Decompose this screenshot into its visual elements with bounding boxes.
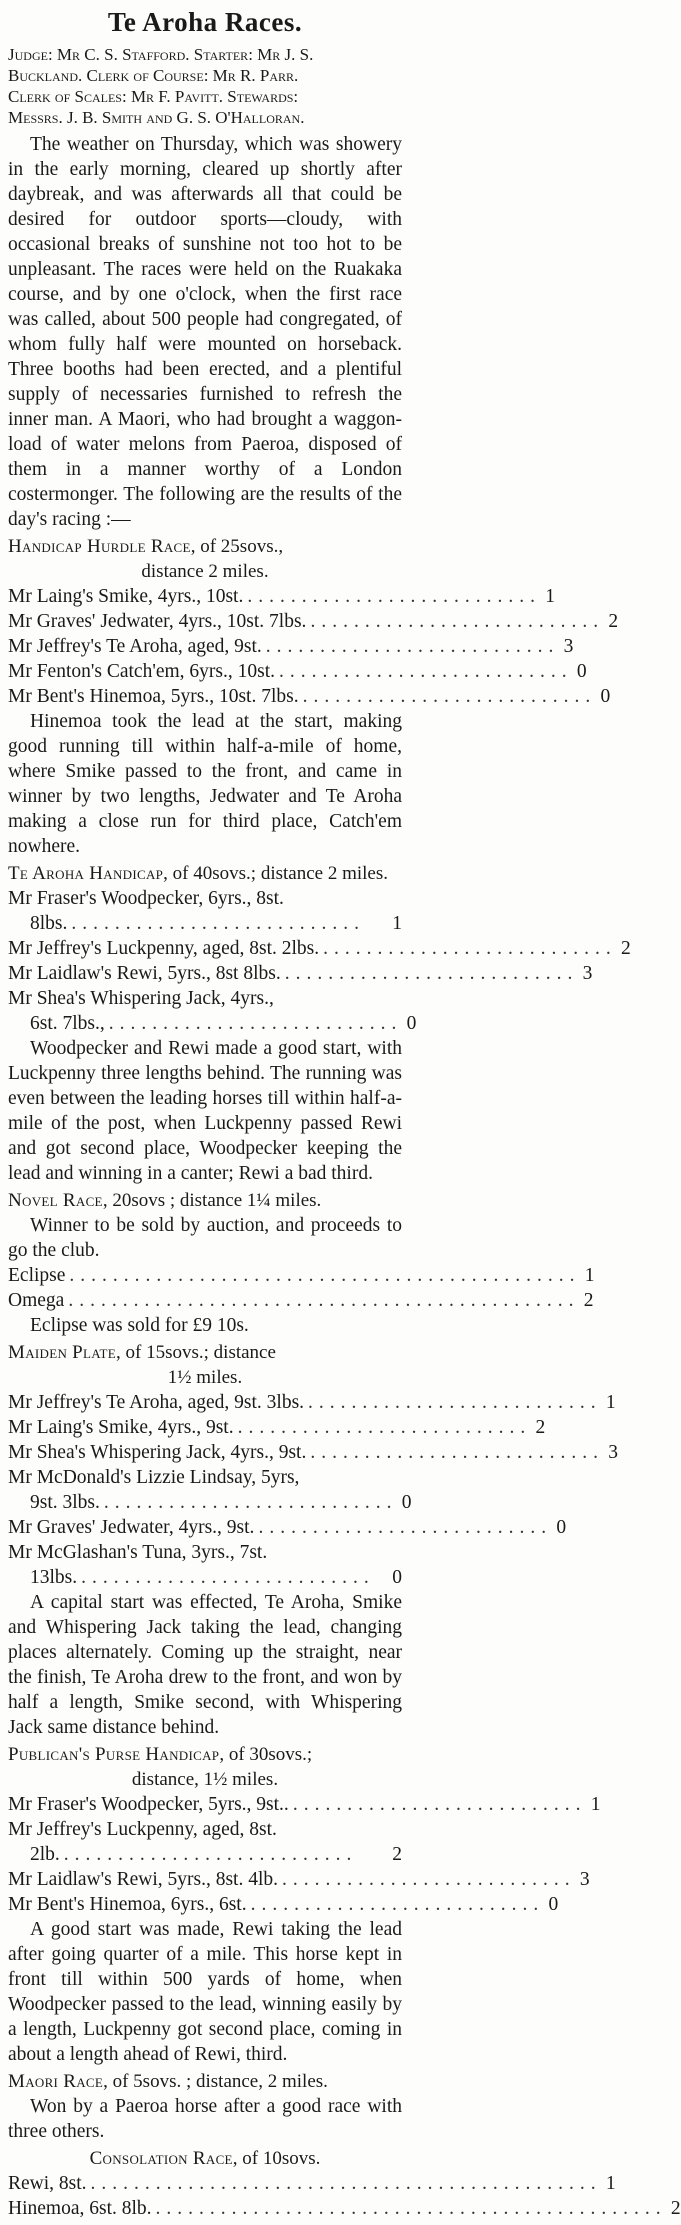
race-name: Maori Race	[8, 2071, 104, 2092]
result-horse: Mr McDonald's Lizzie Lindsay, 5yrs,	[8, 1467, 300, 1488]
result-horse: Mr Jeffrey's Luckpenny, aged, 8st. 2lbs.	[8, 938, 320, 959]
officials-line: Judge: Mr C. S. Stafford. Starter: Mr J. S.	[8, 45, 314, 64]
race-name: Publican's Purse Handicap	[8, 1744, 220, 1765]
officials-line: Messrs. J. B. Smith and G. S. O'Halloran.	[8, 108, 305, 127]
result-horse: Hinemoa, 6st. 8lb.	[8, 2198, 152, 2219]
race-details: , of 15sovs.; distance	[116, 1342, 276, 1363]
result-horse: Mr Graves' Jedwater, 4yrs., 9st.	[8, 1517, 255, 1538]
race-section	[8, 534, 619, 859]
result-row	[8, 659, 587, 684]
leader-dots: ...........................	[302, 686, 597, 707]
result-place: 2	[583, 1290, 594, 1311]
leader-dots: ...........................	[103, 1492, 398, 1513]
result-row	[8, 986, 417, 1036]
race-details: , of 10sovs.	[232, 2148, 321, 2169]
result-row	[8, 1792, 601, 1817]
race-distance: 1½ miles.	[167, 1367, 243, 1388]
result-row	[8, 2196, 681, 2221]
result-horse: Mr Laidlaw's Rewi, 5yrs., 8st. 4lb.	[8, 1869, 278, 1890]
result-horse: Mr Fraser's Woodpecker, 6yrs., 8st.	[8, 888, 284, 909]
result-row	[8, 961, 593, 986]
race-details: , of 30sovs.;	[219, 1744, 313, 1765]
race-report: Hinemoa took the lead at the start, making good running till within half-a-mile of home, where Smike passed to the front, and came in winner by two lengths, Jedwater and Te Aroha making a close run for third place, Catch'em nowhere.	[8, 711, 402, 857]
result-place: 2	[608, 611, 619, 632]
result-horse: Mr McGlashan's Tuna, 3yrs., 7st.	[8, 1542, 268, 1563]
result-row	[8, 584, 555, 609]
result-horse: Rewi, 8st.	[8, 2173, 87, 2194]
race-conditions: Winner to be sold by auction, and proceeds to go the club.	[8, 1215, 402, 1261]
intro-paragraph: The weather on Thursday, which was showery in the early morning, cleared up shortly after daybreak, and was afterwards all that could be desired for outdoor sports—cloudy, with occasional breaks of sunshine not too hot to be unpleasant. The races were held on the Ruakaka course, and by one o'clock, when the first race was called, about 500 people had congregated, of whom fully half were mounted on horseback. Three booths had been erected, and a plentiful supply of necessaries furnished to refresh the inner man. A Maori, who had brought a waggon-load of water melons from Paeroa, disposed of them in a manner worthy of a London costermonger. The following are the results of the day's racing :—	[8, 134, 402, 530]
result-horse: Mr Bent's Hinemoa, 6yrs., 6st.	[8, 1894, 247, 1915]
leader-dots: ...........................	[250, 1894, 545, 1915]
result-horse-cont: 6st. 7lbs.,	[30, 1013, 105, 1034]
leader-dots: ...............................................	[68, 1290, 580, 1311]
result-horse: Mr Laidlaw's Rewi, 5yrs., 8st 8lbs.	[8, 963, 281, 984]
leader-dots: ...........................	[71, 913, 366, 934]
result-horse-cont: 2lb.	[30, 1844, 60, 1865]
result-place: 2	[621, 938, 631, 959]
race-name: Novel Race	[8, 1190, 103, 1211]
result-row	[8, 1515, 567, 1540]
result-horse-cont: 13lbs.	[30, 1567, 78, 1588]
result-place: 3	[582, 963, 593, 984]
race-heading	[8, 1742, 402, 1767]
result-horse: Mr Bent's Hinemoa, 5yrs., 10st. 7lbs.	[8, 686, 299, 707]
result-place: 1	[590, 1794, 601, 1815]
result-horse: Mr Jeffrey's Luckpenny, aged, 8st.	[8, 1819, 277, 1840]
result-place: 1	[584, 1265, 595, 1286]
leader-dots: ...........................	[265, 636, 560, 657]
result-horse: Mr Fenton's Catch'em, 6yrs., 10st.	[8, 661, 276, 682]
race-distance: distance, 1½ miles.	[131, 1769, 279, 1790]
article-title: Te Aroha Races.	[107, 7, 303, 37]
officials-block	[8, 44, 402, 128]
leader-dots: ...........................	[323, 938, 617, 959]
result-place: 2	[670, 2198, 681, 2219]
result-place: 0	[406, 1013, 417, 1034]
race-section	[8, 2146, 681, 2221]
result-row	[8, 1288, 594, 1313]
race-heading	[8, 2146, 402, 2171]
race-heading	[8, 1188, 402, 1213]
race-name: Handicap Hurdle Race	[8, 536, 191, 557]
race-section	[8, 1188, 595, 1338]
leader-dots: ...............................................	[155, 2198, 667, 2219]
race-report: A capital start was effected, Te Aroha, Smike and Whispering Jack taking the lead, changing places alternately. Coming up the straight, near the finish, Te Aroha drew to the front, and won by half a length, Smike second, with Whispering Jack same distance behind.	[8, 1592, 402, 1738]
race-report: Eclipse was sold for £9 10s.	[30, 1315, 249, 1336]
result-row	[8, 1817, 402, 1867]
result-horse-cont: 9st. 3lbs.	[30, 1492, 100, 1513]
race-name: Maiden Plate	[8, 1342, 117, 1363]
race-details: , 20sovs ; distance 1¼ miles.	[102, 1190, 322, 1211]
result-horse: Eclipse	[8, 1265, 66, 1286]
result-row	[8, 684, 611, 709]
result-place: 0	[600, 686, 611, 707]
result-place: 1	[605, 1392, 616, 1413]
result-place: 2	[535, 1417, 546, 1438]
leader-dots: ...............................................	[69, 1265, 581, 1286]
race-details: , of 40sovs.; distance 2 miles.	[163, 863, 388, 884]
race-heading	[8, 1340, 402, 1365]
result-place: 1	[392, 913, 402, 934]
result-row	[8, 2171, 616, 2196]
result-place: 3	[563, 636, 574, 657]
result-row	[8, 1415, 546, 1440]
leader-dots: ...........................	[310, 611, 605, 632]
race-section	[8, 1340, 618, 1740]
race-distance: distance 2 miles.	[141, 561, 269, 582]
leader-dots: ...........................	[310, 1442, 604, 1463]
race-report: Woodpecker and Rewi made a good start, with Luckpenny three lengths behind. The running was even between the leading horses till within half-a-mile of the post, when Luckpenny passed Rewi and got second place, Woodpecker keeping the lead and winning in a canter; Rewi a bad third.	[8, 1038, 402, 1184]
leader-dots: ...........................	[63, 1844, 358, 1865]
race-details: , of 25sovs.,	[190, 536, 284, 557]
result-place: 1	[545, 586, 555, 607]
result-place: 0	[548, 1894, 559, 1915]
result-horse: Mr Jeffrey's Te Aroha, aged, 9st. 3lbs.	[8, 1392, 305, 1413]
result-row	[8, 1892, 559, 1917]
result-horse: Mr Shea's Whispering Jack, 4yrs., 9st.	[8, 1442, 307, 1463]
leader-dots: ...........................	[81, 1567, 375, 1588]
result-horse: Mr Laing's Smike, 4yrs., 9st.	[8, 1417, 234, 1438]
race-report: Won by a Paeroa horse after a good race with three others.	[8, 2096, 402, 2142]
leader-dots: ...........................	[282, 1869, 576, 1890]
result-place: 0	[576, 661, 587, 682]
result-place: 0	[392, 1567, 402, 1588]
leader-dots: ...........................	[247, 586, 541, 607]
officials-line: Clerk of Scales: Mr F. Pavitt. Stewards:	[8, 87, 299, 106]
result-row	[8, 886, 402, 936]
result-horse: Mr Jeffrey's Te Aroha, aged, 9st.	[8, 636, 262, 657]
leader-dots: ...........................	[108, 1013, 403, 1034]
race-name: Te Aroha Handicap	[8, 863, 164, 884]
result-row	[8, 1390, 616, 1415]
leader-dots: ...............................................	[90, 2173, 602, 2194]
officials-line: Buckland. Clerk of Course: Mr R. Parr.	[8, 66, 299, 85]
race-heading	[8, 861, 402, 886]
leader-dots: ...........................	[284, 963, 579, 984]
result-row	[8, 1263, 595, 1288]
race-details: , of 5sovs. ; distance, 2 miles.	[103, 2071, 328, 2092]
result-horse: Mr Laing's Smike, 4yrs., 10st.	[8, 586, 244, 607]
result-row	[8, 609, 619, 634]
result-place: 3	[579, 1869, 590, 1890]
result-place: 2	[392, 1844, 402, 1865]
result-place: 3	[608, 1442, 618, 1463]
result-place: 1	[605, 2173, 616, 2194]
result-place: 0	[556, 1517, 567, 1538]
result-horse: Omega	[8, 1290, 65, 1311]
result-row	[8, 634, 574, 659]
leader-dots: ...........................	[308, 1392, 602, 1413]
race-heading	[8, 534, 402, 559]
result-place: 0	[401, 1492, 412, 1513]
result-horse: Mr Shea's Whispering Jack, 4yrs.,	[8, 988, 274, 1009]
race-section	[8, 1742, 601, 2067]
race-heading	[8, 2069, 402, 2094]
result-horse: Mr Fraser's Woodpecker, 5yrs., 9st..	[8, 1794, 289, 1815]
race-name: Consolation Race	[89, 2148, 233, 2169]
leader-dots: ...........................	[279, 661, 573, 682]
leader-dots: ...........................	[237, 1417, 532, 1438]
leader-dots: ...........................	[292, 1794, 587, 1815]
result-row	[8, 1465, 412, 1515]
result-horse: Mr Graves' Jedwater, 4yrs., 10st. 7lbs.	[8, 611, 307, 632]
result-row	[8, 1867, 590, 1892]
result-row	[8, 936, 631, 961]
result-horse-cont: 8lbs.	[30, 913, 68, 934]
race-section	[8, 861, 631, 1186]
race-report: A good start was made, Rewi taking the lead after going quarter of a mile. This horse kept in front till within 500 yards of home, when Woodpecker passed to the lead, winning easily by a length, Luckpenny got second place, coming in about a length ahead of Rewi, third.	[8, 1919, 402, 2065]
result-row	[8, 1540, 402, 1590]
leader-dots: ...........................	[258, 1517, 553, 1538]
result-row	[8, 1440, 618, 1465]
race-section	[8, 2069, 402, 2144]
